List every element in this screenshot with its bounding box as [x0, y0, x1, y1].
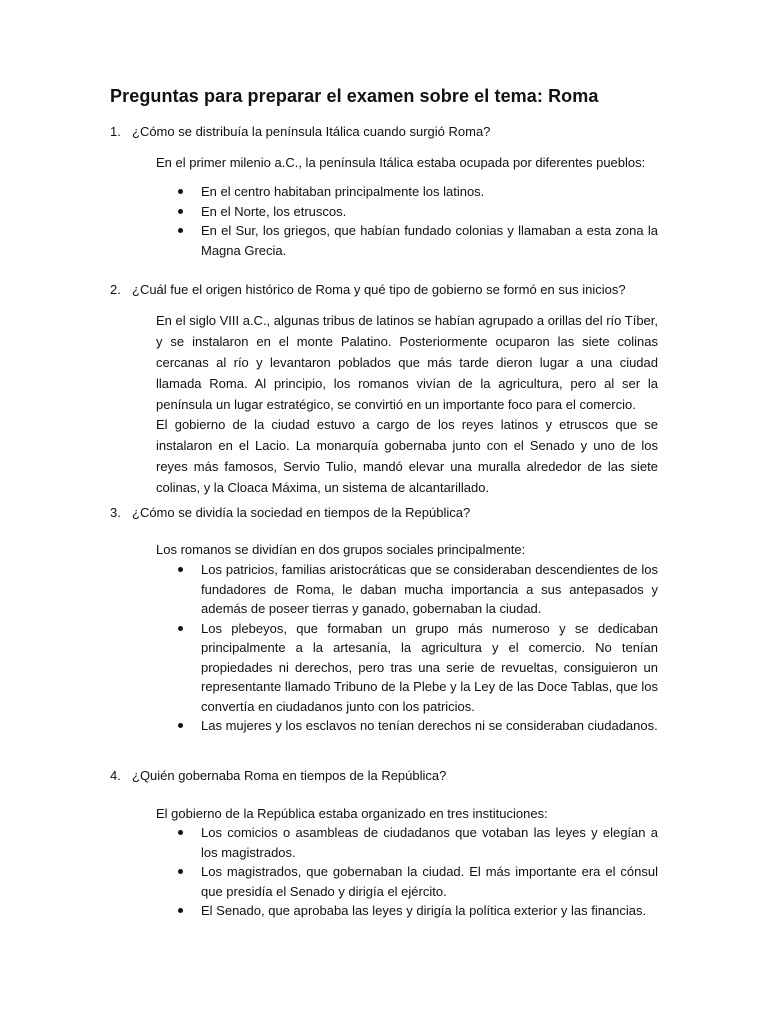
section-3-list	[178, 560, 658, 736]
section-2-paragraph-1: En el siglo VIII a.C., algunas tribus de latinos se habían agrupado a orillas del río Tíber, y se instalaron en el monte Palatino. Posteriormente ocuparon las siete colinas cercanas al río y levantaron poblados que más tarde dieron lugar a una ciudad llamada Roma. Al principio, los romanos vivían de la agricultura, pero al ser la península un lugar estratégico, se convirtió en un importante foco para el comercio.	[156, 313, 659, 412]
question-number: 2.	[110, 282, 121, 297]
list-item: En el Sur, los griegos, que habían fundado colonias y llamaban a esta zona la Magna Grecia.	[178, 221, 658, 260]
question-text: ¿Cómo se dividía la sociedad en tiempos de la República?	[132, 505, 471, 520]
question-text: ¿Quién gobernaba Roma en tiempos de la República?	[132, 768, 447, 783]
section-3-intro: Los romanos se dividían en dos grupos sociales principalmente:	[156, 542, 526, 557]
list-item: Los patricios, familias aristocráticas que se consideraban descendientes de los fundadores de Roma, le daban mucha importancia a sus antepasados y además de poseer tierras y ganado, gobernaban la ciudad.	[178, 560, 658, 619]
list-item: Los magistrados, que gobernaban la ciudad. El más importante era el cónsul que presidía el Senado y dirigía el ejército.	[178, 862, 658, 901]
list-item: En el centro habitaban principalmente los latinos.	[178, 182, 658, 202]
question-number: 1.	[110, 124, 121, 139]
section-2-paragraph-2: El gobierno de la ciudad estuvo a cargo de los reyes latinos y etruscos que se instalaron en el Lacio. La monarquía gobernaba junto con el Senado y uno de los reyes más famosos, Servio Tulio, mandó elevar una muralla alrededor de las siete colinas, y la Cloaca Máxima, un sistema de alcantarillado.	[156, 417, 658, 495]
question-3	[110, 505, 470, 520]
question-1	[110, 124, 490, 139]
section-1-list	[178, 182, 658, 260]
document-title: Preguntas para preparar el examen sobre el tema: Roma	[110, 86, 599, 106]
question-text: ¿Cuál fue el origen histórico de Roma y qué tipo de gobierno se formó en sus inicios?	[132, 282, 626, 297]
list-item: Los comicios o asambleas de ciudadanos que votaban las leyes y elegían a los magistrados.	[178, 823, 658, 862]
section-4-list	[178, 823, 658, 921]
section-4-intro: El gobierno de la República estaba organizado en tres instituciones:	[156, 806, 548, 821]
question-number: 4.	[110, 768, 121, 783]
list-item: Las mujeres y los esclavos no tenían derechos ni se consideraban ciudadanos.	[178, 716, 658, 736]
question-number: 3.	[110, 505, 121, 520]
question-text: ¿Cómo se distribuía la península Itálica cuando surgió Roma?	[132, 124, 491, 139]
section-1-intro: En el primer milenio a.C., la península Itálica estaba ocupada por diferentes pueblos:	[156, 155, 646, 170]
question-2	[110, 282, 626, 297]
list-item: En el Norte, los etruscos.	[178, 202, 658, 222]
list-item: El Senado, que aprobaba las leyes y dirigía la política exterior y las financias.	[178, 901, 658, 921]
list-item: Los plebeyos, que formaban un grupo más numeroso y se dedicaban principalmente a la artesanía, la agricultura y el comercio. No tenían propiedades ni derechos, pero tras una serie de revueltas, consiguieron un representante llamado Tribuno de la Plebe y la Ley de las Doce Tablas, que los convertía en ciudadanos junto con los patricios.	[178, 619, 658, 717]
question-4	[110, 768, 446, 783]
